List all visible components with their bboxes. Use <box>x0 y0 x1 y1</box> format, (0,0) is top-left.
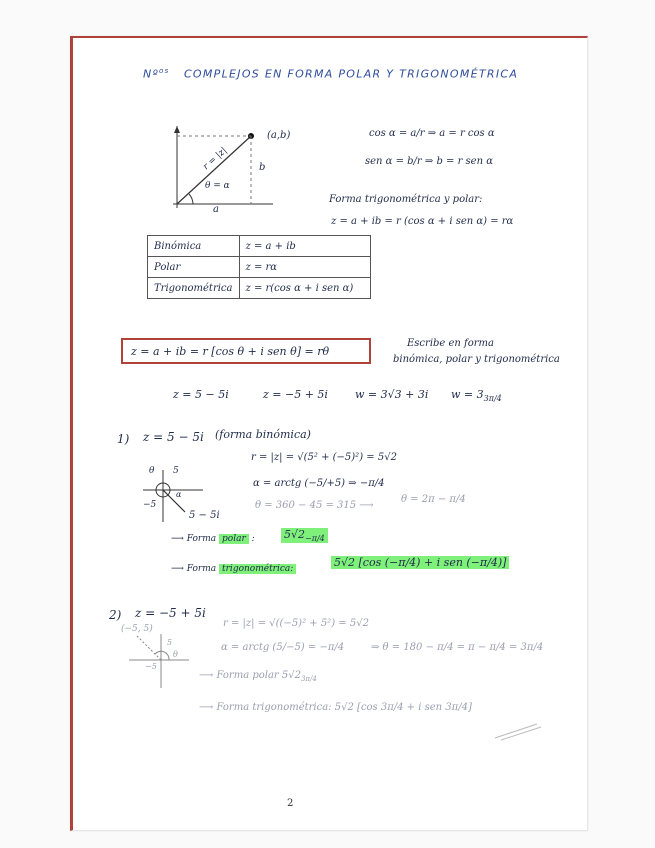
instruction-line1: Escribe en forma <box>407 338 494 349</box>
instruction-line2: binómica, polar y trigonométrica <box>393 354 560 365</box>
page-number: 2 <box>287 798 294 809</box>
cos-formula: cos α = a/r ⇒ a = r cos α <box>369 128 495 139</box>
ex1-argument: α = arctg (−5/+5) ⇒ −π/4 <box>253 478 385 489</box>
ex2-sketch <box>125 630 195 690</box>
ex2-underline <box>493 722 543 742</box>
example-w2: $w = 3_{3\pi/4}$ <box>451 388 502 404</box>
ex1-polar-value: $5√2_{-\pi/4}$ <box>281 528 328 543</box>
ex2-sketch-five: 5 <box>167 638 173 647</box>
ex1-sketch-alpha: α <box>176 490 182 499</box>
page-title: Nº$^{os}$ COMPLEJOS EN FORMA POLAR Y TRIGONOMÉTRICA <box>143 67 519 81</box>
table-row: Polar z = rα <box>148 257 371 278</box>
a-label: a <box>213 204 219 215</box>
ex1-note: (forma binómica) <box>215 428 311 441</box>
ex1-theta2: θ = 2π − π/4 <box>401 494 466 505</box>
coordinate-diagram <box>163 124 273 214</box>
point-label: (a,b) <box>267 130 291 141</box>
ex2-trig: ⟶ Forma trigonométrica: 5√2 [cos 3π/4 + i sen 3π/4] <box>199 702 472 713</box>
ex2-argument: α = arctg (5/−5) = −π/4 <box>221 642 345 653</box>
ex2-sketch-theta: θ <box>173 650 178 659</box>
example-w1: w = 3√3 + 3i <box>355 388 429 401</box>
ex1-sketch-point: 5 − 5i <box>189 510 220 521</box>
angle-label: θ = α <box>205 181 230 191</box>
z-formula: z = a + ib = r (cos α + i sen α) = rα <box>331 216 514 227</box>
sen-formula: sen α = b/r ⇒ b = r sen α <box>365 156 493 167</box>
example-z2: z = −5 + 5i <box>263 388 328 401</box>
ex2-point: (−5, 5) <box>121 624 153 634</box>
ex1-sketch-theta: θ <box>149 466 155 476</box>
table-row: Trigonométrica z = r(cos α + i sen α) <box>148 278 371 299</box>
ex1-theta: θ = 360 − 45 = 315 ⟶ <box>255 500 374 511</box>
ex1-trig-value: 5√2 [cos (−π/4) + i sen (−π/4)] <box>331 556 509 569</box>
ex2-number: 2) <box>109 608 122 622</box>
forms-table <box>147 235 371 299</box>
ex1-sketch-five: 5 <box>173 466 179 476</box>
ex1-sketch-minus-five: −5 <box>143 500 157 510</box>
table-row: Binómica z = a + ib <box>148 236 371 257</box>
ex2-theta: ⇒ θ = 180 − π/4 = π − π/4 = 3π/4 <box>371 642 544 653</box>
example-z1: z = 5 − 5i <box>173 388 229 401</box>
ex2-z: z = −5 + 5i <box>135 606 206 620</box>
ex2-modulus: r = |z| = √((−5)² + 5²) = 5√2 <box>223 618 369 629</box>
boxed-formula: z = a + ib = r [cos θ + i sen θ] = rθ <box>121 338 371 364</box>
ex2-sketch-minus-five: −5 <box>145 662 157 671</box>
b-label: b <box>259 162 266 173</box>
ex1-trig-label: ⟶ Forma trigonométrica: <box>171 564 296 574</box>
r-label: r = |z| <box>201 145 230 173</box>
ex1-number: 1) <box>117 432 130 446</box>
ex1-polar-label: ⟶ Forma polar : <box>171 534 255 544</box>
ex2-polar: ⟶ Forma polar $5√2_{3\pi/4}$ <box>199 670 317 683</box>
formulas-heading: Forma trigonométrica y polar: <box>329 194 483 205</box>
ex1-modulus: r = |z| = √(5² + (−5)²) = 5√2 <box>251 452 397 463</box>
notebook-page <box>70 36 588 831</box>
ex1-z: z = 5 − 5i <box>143 430 204 444</box>
